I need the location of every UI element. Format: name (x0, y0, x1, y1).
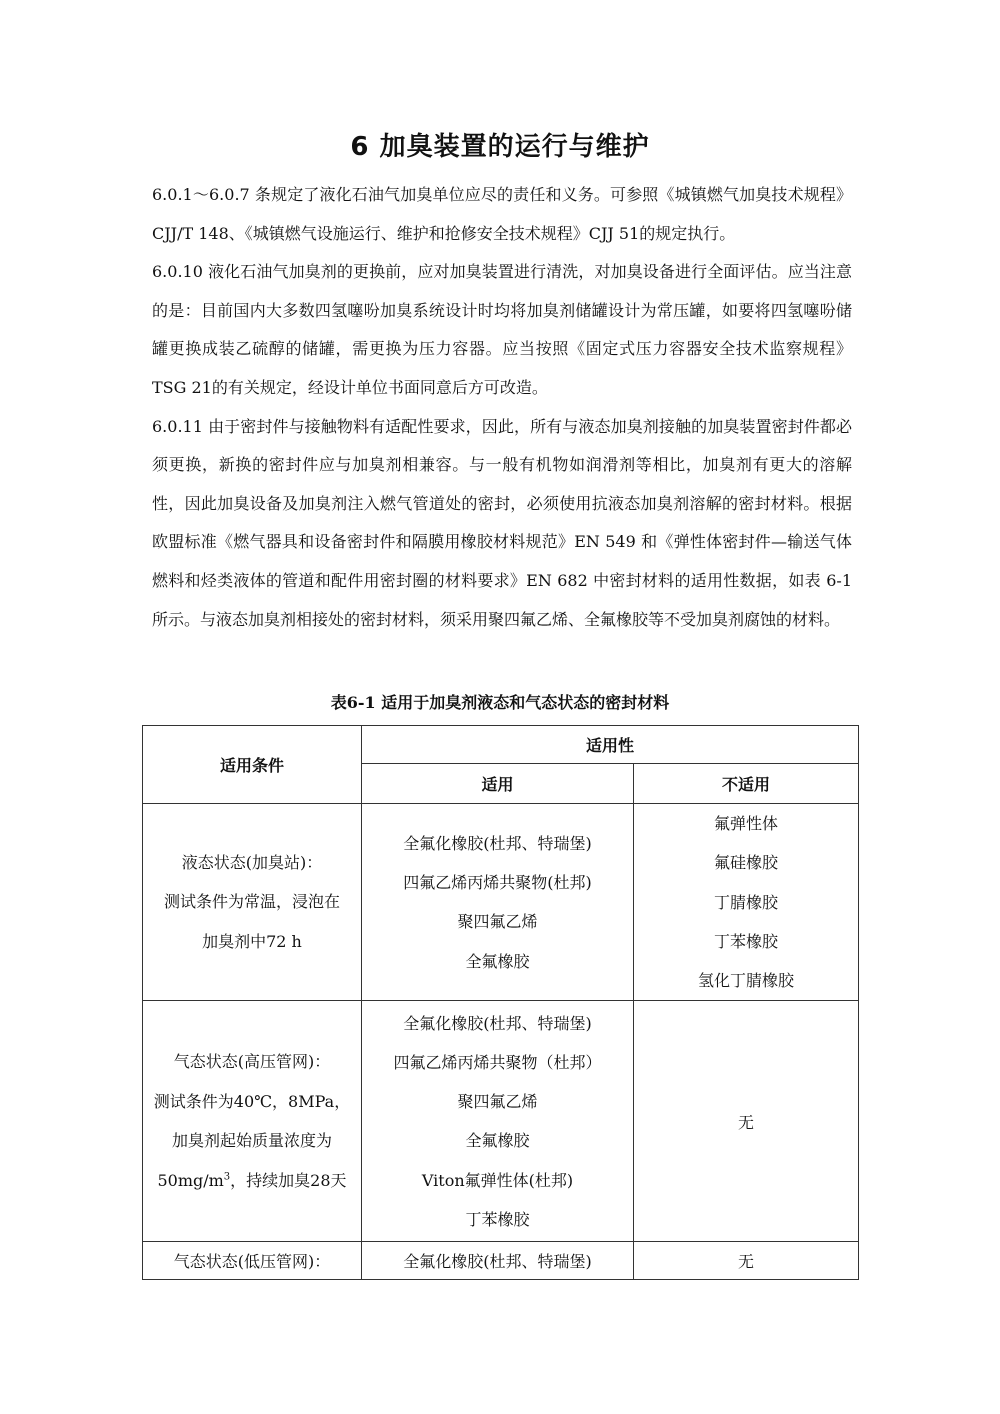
condition-line: 气态状态(高压管网)： (173, 1052, 331, 1072)
header-unsuitable: 不适用 (634, 764, 859, 804)
suitable-cell (362, 1001, 634, 1242)
material-item: 全氟橡胶 (465, 1131, 530, 1151)
page-title: 6 加臭装置的运行与维护 (350, 132, 650, 162)
unsuitable-cell (634, 804, 859, 1001)
material-item: 丁苯橡胶 (714, 931, 779, 951)
concentration-value: 50mg/m (157, 1170, 224, 1190)
condition-line: 测试条件为40℃，8MPa， (153, 1091, 351, 1111)
material-item: 丁腈橡胶 (714, 892, 779, 912)
material-item: Viton氟弹性体(杜邦) (421, 1170, 574, 1190)
unsuitable-cell: 无 (634, 1001, 859, 1242)
material-item: 全氟化橡胶(杜邦、特瑞堡) (403, 833, 592, 853)
suitable-cell (362, 804, 634, 1001)
table-row (143, 1242, 859, 1280)
unsuitable-cell: 无 (634, 1242, 859, 1280)
paragraph-6-0-10: 6.0.10 液化石油气加臭剂的更换前，应对加臭装置进行清洗，对加臭设备进行全面评估。应当注意的是：目前国内大多数四氢噻吩加臭系统设计时均将加臭剂储罐设计为常压罐，如要将四氢噻吩储罐更换成装乙硫醇的储罐，需更换为压力容器。应当按照《固定式压力容器安全技术监察规程》TSG 21的有关规定，经设计单位书面同意后方可改造。 (152, 262, 852, 397)
material-item: 聚四氟乙烯 (457, 912, 538, 932)
condition-cell (143, 1001, 362, 1242)
seal-material-table (142, 725, 859, 1280)
paragraph-6-0-11: 6.0.11 由于密封件与接触物料有适配性要求，因此，所有与液态加臭剂接触的加臭装置密封件都必须更换，新换的密封件应与加臭剂相兼容。与一般有机物如润滑剂等相比，加臭剂有更大的溶解性，因此加臭设备及加臭剂注入燃气管道处的密封，必须使用抗液态加臭剂溶解的密封材料。根据欧盟标准《燃气器具和设备密封件和隔膜用橡胶材料规范》EN 549 和《弹性体密封件—输送气体燃料和烃类液体的管道和配件用密封圈的材料要求》EN 682 中密封材料的适用性数据，如表 6-1 所示。与液态加臭剂相接处的密封材料，须采用聚四氟乙烯、全氟橡胶等不受加臭剂腐蚀的材料。 (152, 416, 852, 629)
table-header-row (143, 726, 859, 764)
material-item: 全氟橡胶 (465, 951, 530, 971)
condition-line: 测试条件为常温，浸泡在 (163, 892, 340, 912)
body-text (152, 176, 852, 639)
table-row (143, 1001, 859, 1242)
paragraph-6-0-1: 6.0.1～6.0.7 条规定了液化石油气加臭单位应尽的责任和义务。可参照《城镇燃气加臭技术规程》CJJ/T 148、《城镇燃气设施运行、维护和抢修安全技术规程》CJJ 51的规定执行。 (152, 185, 852, 243)
material-item: 全氟化橡胶(杜邦、特瑞堡) (403, 1013, 592, 1033)
condition-cell (143, 804, 362, 1001)
header-condition: 适用条件 (143, 726, 362, 804)
condition-line: 加臭剂中72 h (202, 931, 302, 951)
material-item: 氟弹性体 (714, 814, 779, 833)
condition-line (149, 1161, 355, 1201)
header-applicability: 适用性 (362, 726, 859, 764)
condition-line: 液态状态(加臭站)： (181, 852, 323, 872)
material-item: 四氟乙烯丙烯共聚物(杜邦) (403, 872, 592, 892)
suitable-cell: 全氟化橡胶(杜邦、特瑞堡) (362, 1242, 634, 1280)
material-item: 聚四氟乙烯 (457, 1092, 538, 1112)
header-suitable: 适用 (362, 764, 634, 804)
unit-exponent: 3 (223, 1171, 231, 1183)
material-item: 氢化丁腈橡胶 (698, 971, 795, 991)
condition-line: 加臭剂起始质量浓度为 (171, 1131, 332, 1151)
table-caption: 表6-1 适用于加臭剂液态和气态状态的密封材料 (330, 693, 670, 712)
condition-cell: 气态状态(低压管网)： (143, 1242, 362, 1280)
material-item: 氟硅橡胶 (714, 853, 779, 873)
material-item: 四氟乙烯丙烯共聚物（杜邦） (393, 1052, 602, 1072)
material-item: 丁苯橡胶 (465, 1210, 530, 1230)
table-row (143, 804, 859, 1001)
duration-text: ，持续加臭28天 (230, 1170, 347, 1190)
